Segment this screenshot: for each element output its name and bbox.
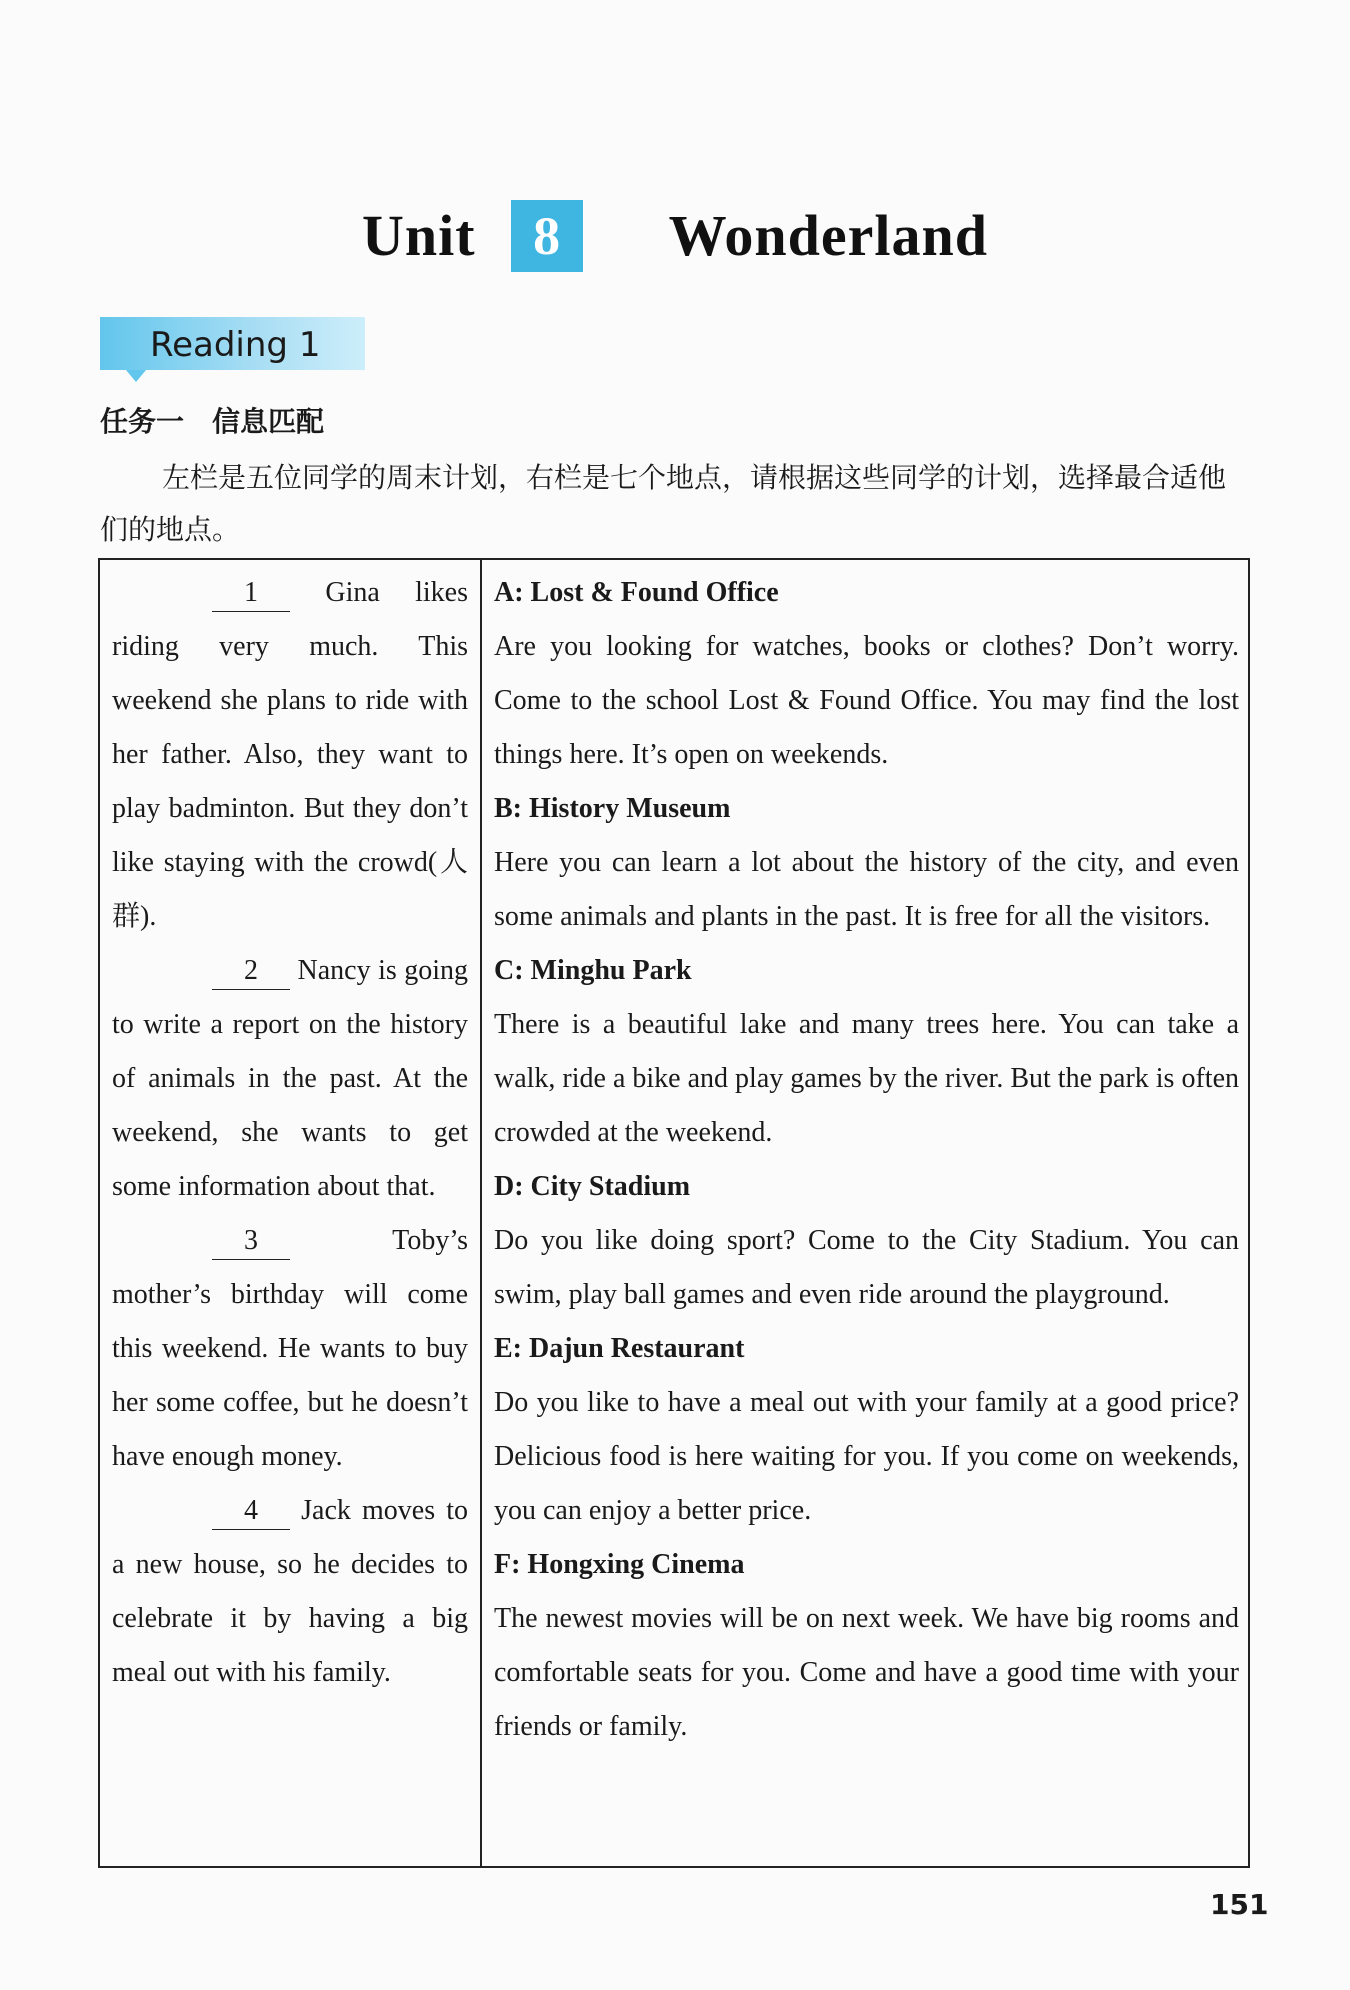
- place-description: The newest movies will be on next week. We have big rooms and comfortable seats for you. Come and have a good time with your friends or family.: [494, 1603, 1239, 1742]
- place-title: C: Minghu Park: [494, 955, 692, 986]
- student-plan: [112, 1214, 468, 1484]
- place-title: F: Hongxing Cinema: [494, 1549, 745, 1580]
- unit-title: [0, 196, 1350, 272]
- places-column: [494, 566, 1239, 1754]
- answer-blank[interactable]: 1: [212, 575, 290, 612]
- section-tab: [100, 317, 365, 370]
- place-description: Do you like to have a meal out with your family at a good price? Delicious food is here waiting for you. If you come on weekends, you can enjoy a better price.: [494, 1387, 1239, 1526]
- place-title: D: City Stadium: [494, 1171, 691, 1202]
- answer-blank[interactable]: 3: [212, 1223, 290, 1260]
- task-instructions: 左栏是五位同学的周末计划，右栏是七个地点，请根据这些同学的计划，选择最合适他们的地点。: [100, 461, 1227, 546]
- unit-word: Unit: [361, 203, 476, 269]
- tab-pointer-decoration: [126, 370, 146, 382]
- answer-blank[interactable]: 2: [212, 953, 290, 990]
- student-plan: [112, 1484, 468, 1700]
- place-description: There is a beautiful lake and many trees here. You can take a walk, ride a bike and play games by the river. But the park is often crowded at the weekend.: [494, 1009, 1239, 1148]
- place-title: E: Dajun Restaurant: [494, 1333, 745, 1364]
- place-description: Here you can learn a lot about the history of the city, and even some animals and plants in the past. It is free for all the visitors.: [494, 847, 1239, 932]
- student-plan-text: Nancy is going to write a report on the history of animals in the past. At the weekend, she wants to get some information about that.: [112, 955, 469, 1202]
- place-title: B: History Museum: [494, 793, 731, 824]
- student-plans-column: [112, 566, 468, 1700]
- section-tab-label: Reading 1: [150, 325, 321, 365]
- unit-number-badge: 8: [511, 200, 583, 272]
- student-plan: [112, 566, 468, 944]
- place-description: Are you looking for watches, books or clothes? Don’t worry. Come to the school Lost & Found Office. You may find the lost things here. It’s open on weekends.: [494, 631, 1239, 770]
- student-plan-text: Toby’s mother’s birthday will come this weekend. He wants to buy her some coffee, but he doesn’t have enough money.: [112, 1225, 468, 1472]
- column-divider: [480, 560, 482, 1866]
- page-number: 151: [1210, 1888, 1269, 1921]
- student-plan-text: Jack moves to a new house, so he decides to celebrate it by having a big meal out with his family.: [112, 1495, 468, 1688]
- matching-table: [98, 558, 1250, 1868]
- student-plan-text: Gina likes riding very much. This weekend she plans to ride with her father. Also, they want to play badminton. But they don’t like staying with the crowd(人群).: [112, 577, 468, 932]
- answer-blank[interactable]: 4: [212, 1493, 290, 1530]
- task-heading: 任务一 信息匹配: [100, 405, 325, 438]
- student-plan: [112, 944, 468, 1214]
- unit-name: Wonderland: [668, 203, 988, 269]
- place-description: Do you like doing sport? Come to the City Stadium. You can swim, play ball games and even ride around the playground.: [494, 1225, 1239, 1310]
- place-title: A: Lost & Found Office: [494, 577, 779, 608]
